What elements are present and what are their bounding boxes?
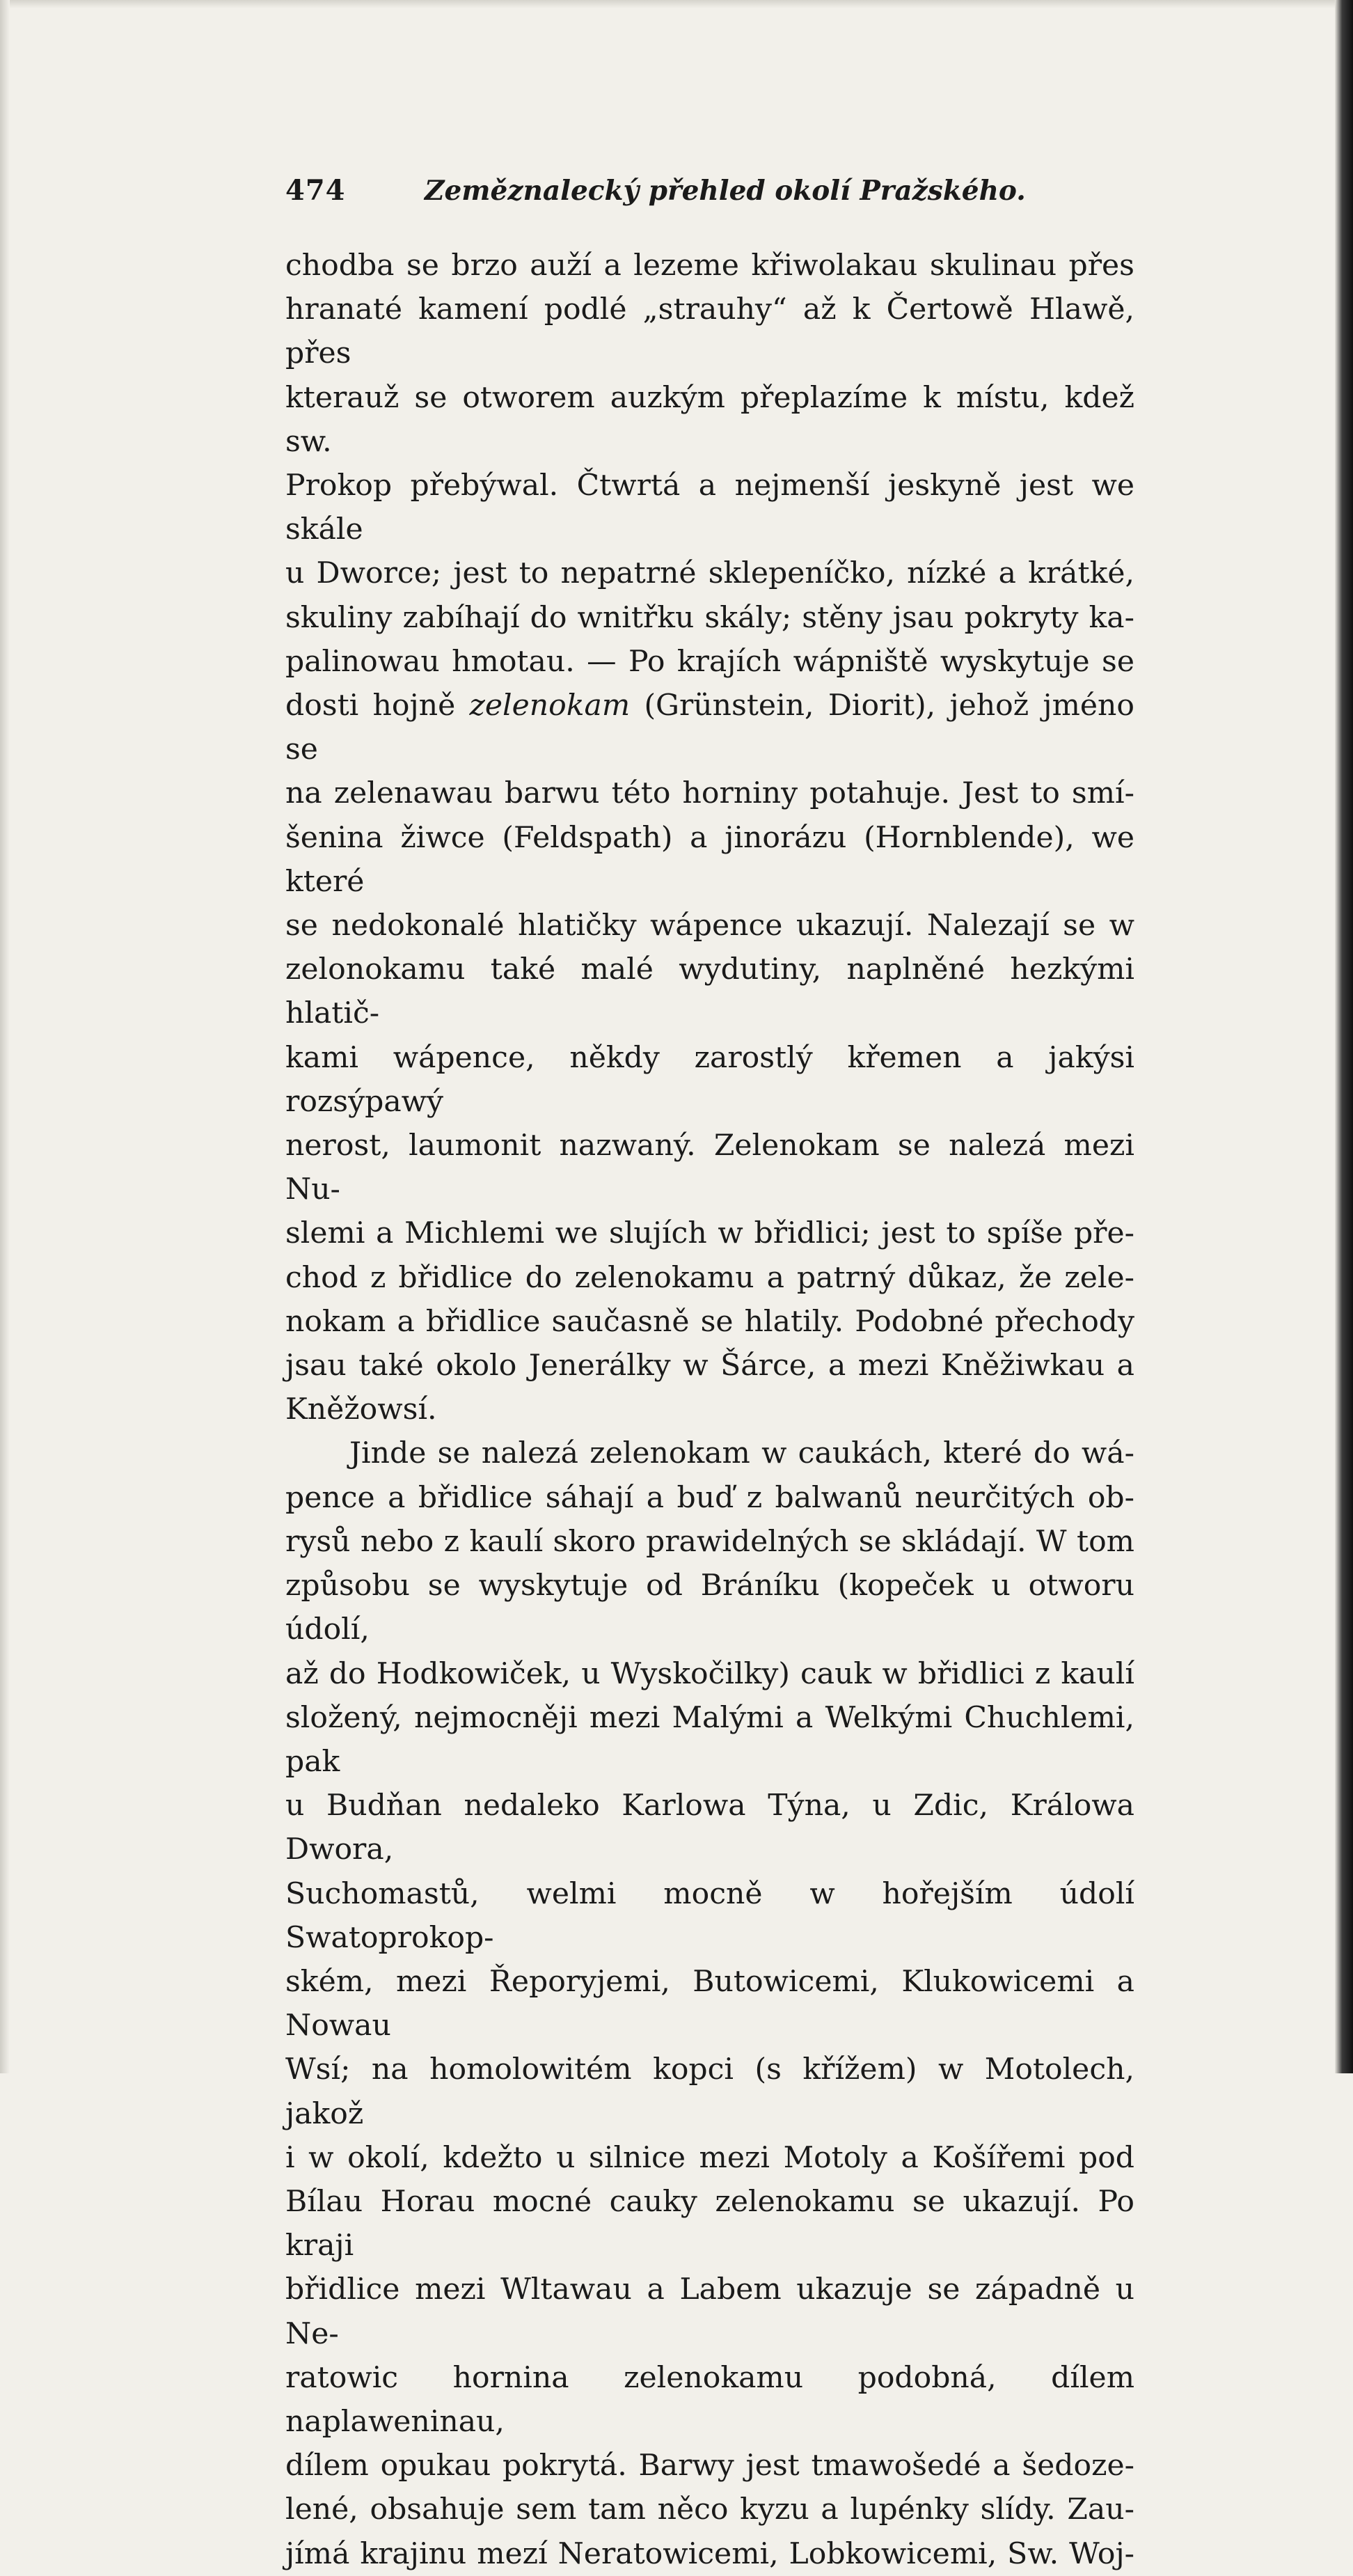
text-line: jímá krajinu mezí Neratowicemi, Lobkowicemi, Sw. Woj-	[285, 2536, 1134, 2571]
text-line: na zelenawau barwu této horniny potahuje. Jest to smí-	[285, 776, 1134, 811]
text-line: kami wápence, někdy zarostlý křemen a jakýsi rozsýpawý	[285, 1040, 1134, 1119]
text-line: Jinde se nalezá zelenokam w caukách, které do wá-	[349, 1436, 1134, 1471]
text-line: nokam a břidlice saučasně se hlatily. Podobné přechody	[285, 1304, 1134, 1339]
text-line: palinowau hmotau. — Po krajích wápniště wyskytuje se	[285, 644, 1134, 679]
text-line: Prokop přebýwal. Čtwrtá a nejmenší jeskyně jest we skále	[285, 469, 1134, 547]
text-line: způsobu se wyskytuje od Bráníku (kopeček u otworu údolí,	[285, 1569, 1134, 1647]
text-line: břidlice mezi Wltawau a Labem ukazuje se západně u Ne-	[285, 2272, 1134, 2351]
text-line: zelonokamu také malé wydutiny, naplněné hezkými hlatič-	[285, 952, 1134, 1031]
text-line: hranaté kamení podlé „strauhy“ až k Čertowě Hlawě, přes	[285, 292, 1134, 371]
paragraph-2	[285, 1431, 1134, 2575]
paragraph-1	[285, 244, 1134, 1431]
running-head	[285, 174, 1134, 223]
text-line: dílem opukau pokrytá. Barwy jest tmawošedé a šedoze-	[285, 2449, 1134, 2483]
text-line: ském, mezi Řeporyjemi, Butowicemi, Klukowicemi a Nowau	[285, 1964, 1134, 2043]
text-line: Kněžowsí.	[285, 1392, 437, 1427]
text-line: nerost, laumonit nazwaný. Zelenokam se nalezá mezi Nu-	[285, 1129, 1134, 1207]
scan-edge-left	[0, 0, 10, 2073]
text-line: chodba se brzo auží a lezeme křiwolakau skulinau přes	[285, 249, 1134, 283]
text-line: Suchomastů, welmi mocně w hořejším údolí Swatoprokop-	[285, 1876, 1134, 1955]
scan-edge-top	[0, 0, 1353, 8]
text-line: složený, nejmocněji mezi Malými a Welkými Chuchlemi, pak	[285, 1700, 1134, 1779]
text-line: i w okolí, kdežto u silnice mezi Motoly a Košířemi pod	[285, 2140, 1134, 2175]
body-text	[285, 244, 1134, 2576]
text-line: pence a břidlice sáhají a buď z balwanů neurčitých ob-	[285, 1480, 1134, 1515]
scan-edge-right	[1335, 0, 1353, 2073]
text-line: ratowic hornina zelenokamu podobná, dílem naplaweninau,	[285, 2360, 1134, 2439]
text-line: se nedokonalé hlatičky wápence ukazují. Nalezají se w	[285, 909, 1134, 943]
text-line: lené, obsahuje sem tam něco kyzu a lupénky slídy. Zau-	[285, 2492, 1134, 2527]
text-line: u Budňan nedaleko Karlowa Týna, u Zdic, Králowa Dwora,	[285, 1789, 1134, 1867]
text-line: skuliny zabíhají do wnitřku skály; stěny jsau pokryty ka-	[285, 600, 1134, 635]
page-number: 474	[285, 174, 346, 207]
text-line: Wsí; na homolowitém kopci (s křížem) w Motolech, jakož	[285, 2052, 1134, 2131]
text-line: až do Hodkowiček, u Wyskočilky) cauk w břidlici z kaulí	[285, 1656, 1134, 1691]
book-page	[285, 174, 1134, 2576]
text-line: dosti hojně zelenokam (Grünstein, Diorit), jehož jméno se	[285, 689, 1134, 767]
text-line: šenina žiwce (Feldspath) a jinorázu (Hornblende), we které	[285, 820, 1134, 899]
text-line: kterauž se otworem auzkým přeplazíme k místu, kdež sw.	[285, 380, 1134, 459]
text-line: slemi a Michlemi we slujích w břidlici; jest to spíše pře-	[285, 1216, 1134, 1251]
text-line: rysů nebo z kaulí skoro prawidelných se skládají. W tom	[285, 1524, 1134, 1559]
text-line: u Dworce; jest to nepatrné sklepeníčko, nízké a krátké,	[285, 556, 1134, 591]
text-line: chod z břidlice do zelenokamu a patrný důkaz, že zele-	[285, 1260, 1134, 1295]
running-title: Zeměznalecký přehled okolí Pražského.	[425, 175, 1026, 207]
text-line: jsau také okolo Jenerálky w Šárce, a mezi Kněžiwkau a	[285, 1349, 1134, 1383]
text-line: Bílau Horau mocné cauky zelenokamu se ukazují. Po kraji	[285, 2184, 1134, 2263]
italic-term: zelenokam	[469, 689, 631, 723]
